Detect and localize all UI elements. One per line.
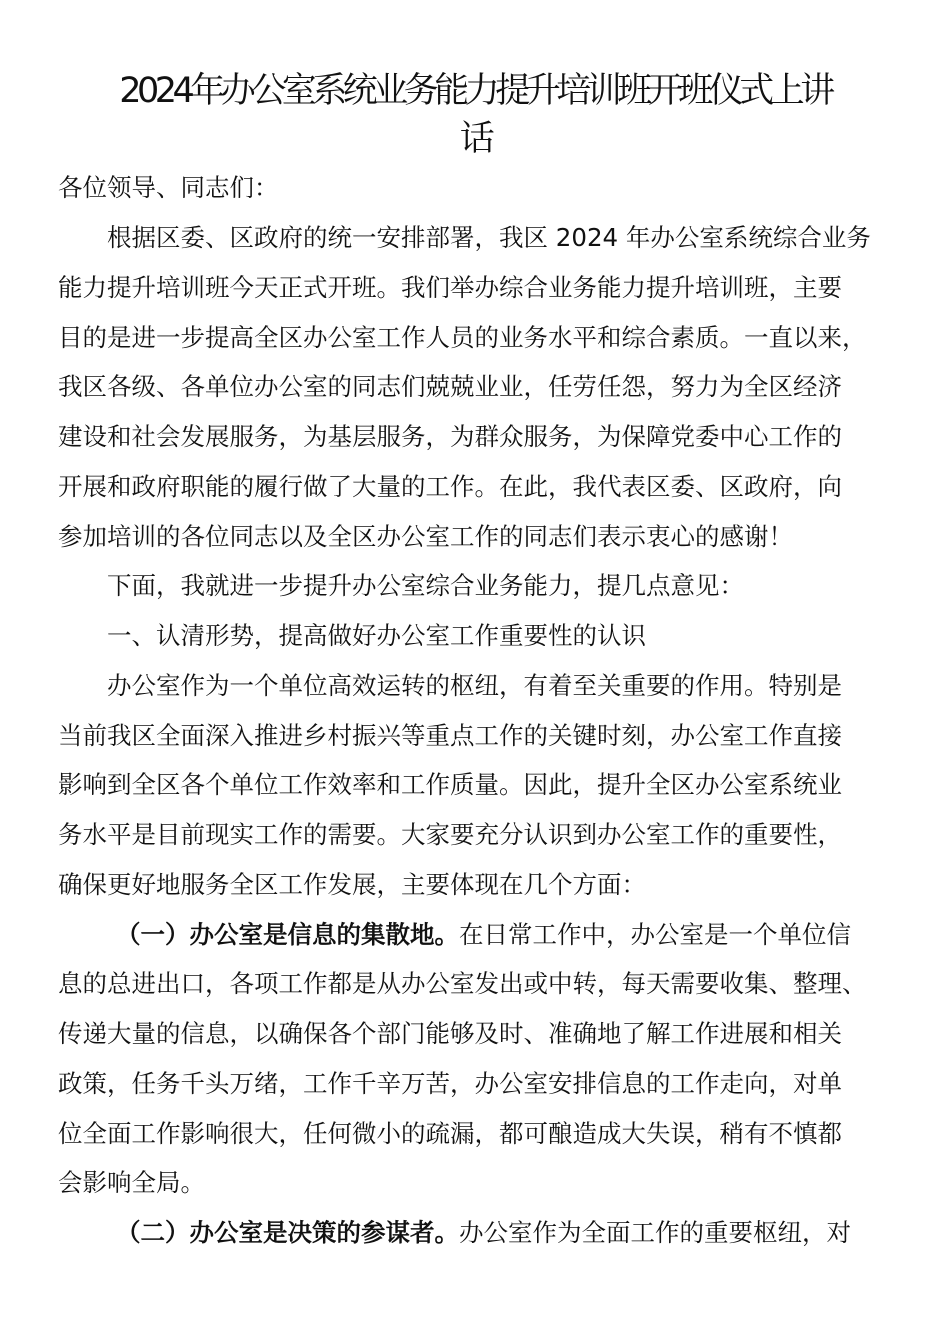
paragraph-line: 我区各级、各单位办公室的同志们兢兢业业，任劳任怨，努力为全区经济 — [58, 372, 842, 401]
paragraph-line: 目的是进一步提高全区办公室工作人员的业务水平和综合素质。一直以来， — [58, 323, 867, 352]
paragraph-line: 参加培训的各位同志以及全区办公室工作的同志们表示衷心的感谢！ — [58, 522, 793, 551]
paragraph-line: 政策，任务千头万绪，工作千辛万苦，办公室安排信息的工作走向，对单 — [58, 1069, 842, 1098]
paragraph-line: 办公室作为一个单位高效运转的枢纽，有着至关重要的作用。特别是 — [107, 671, 842, 700]
point-1-heading: （一）办公室是信息的集散地。 — [116, 920, 459, 949]
paragraph-line: 下面，我就进一步提升办公室综合业务能力，提几点意见： — [107, 571, 744, 600]
paragraph-line: 建设和社会发展服务，为基层服务，为群众服务，为保障党委中心工作的 — [58, 422, 842, 451]
paragraph-line: 当前我区全面深入推进乡村振兴等重点工作的关键时刻，办公室工作直接 — [58, 721, 842, 750]
point-2-text: 办公室作为全面工作的重要枢纽，对 — [459, 1218, 851, 1247]
paragraph-line: 影响到全区各个单位工作效率和工作质量。因此，提升全区办公室系统业 — [58, 770, 842, 799]
paragraph-line: 能力提升培训班今天正式开班。我们举办综合业务能力提升培训班，主要 — [58, 273, 842, 302]
salutation: 各位领导、同志们： — [58, 173, 279, 202]
paragraph-line: 息的总进出口，各项工作都是从办公室发出或中转，每天需要收集、整理、 — [58, 969, 867, 998]
paragraph-line: 根据区委、区政府的统一安排部署，我区 2024 年办公室系统综合业务 — [107, 223, 871, 252]
document-title-line-1: 2024年办公室系统业务能力提升培训班开班仪式上讲 — [119, 71, 831, 111]
paragraph-line: 位全面工作影响很大，任何微小的疏漏，都可酿造成大失误，稍有不慎都 — [58, 1119, 842, 1148]
point-2-first-line — [116, 1215, 851, 1251]
paragraph-line: 开展和政府职能的履行做了大量的工作。在此，我代表区委、区政府，向 — [58, 472, 842, 501]
paragraph-line: 传递大量的信息，以确保各个部门能够及时、准确地了解工作进展和相关 — [58, 1019, 842, 1048]
section-heading: 一、认清形势，提高做好办公室工作重要性的认识 — [107, 621, 646, 650]
point-2-heading: （二）办公室是决策的参谋者。 — [116, 1218, 459, 1247]
paragraph-line: 会影响全局。 — [58, 1168, 205, 1197]
document-title-line-2: 话 — [459, 119, 491, 159]
paragraph-line: 务水平是目前现实工作的需要。大家要充分认识到办公室工作的重要性， — [58, 820, 842, 849]
point-1-first-line — [116, 917, 851, 953]
point-1-text: 在日常工作中，办公室是一个单位信 — [459, 920, 851, 949]
paragraph-line: 确保更好地服务全区工作发展，主要体现在几个方面： — [58, 870, 646, 899]
